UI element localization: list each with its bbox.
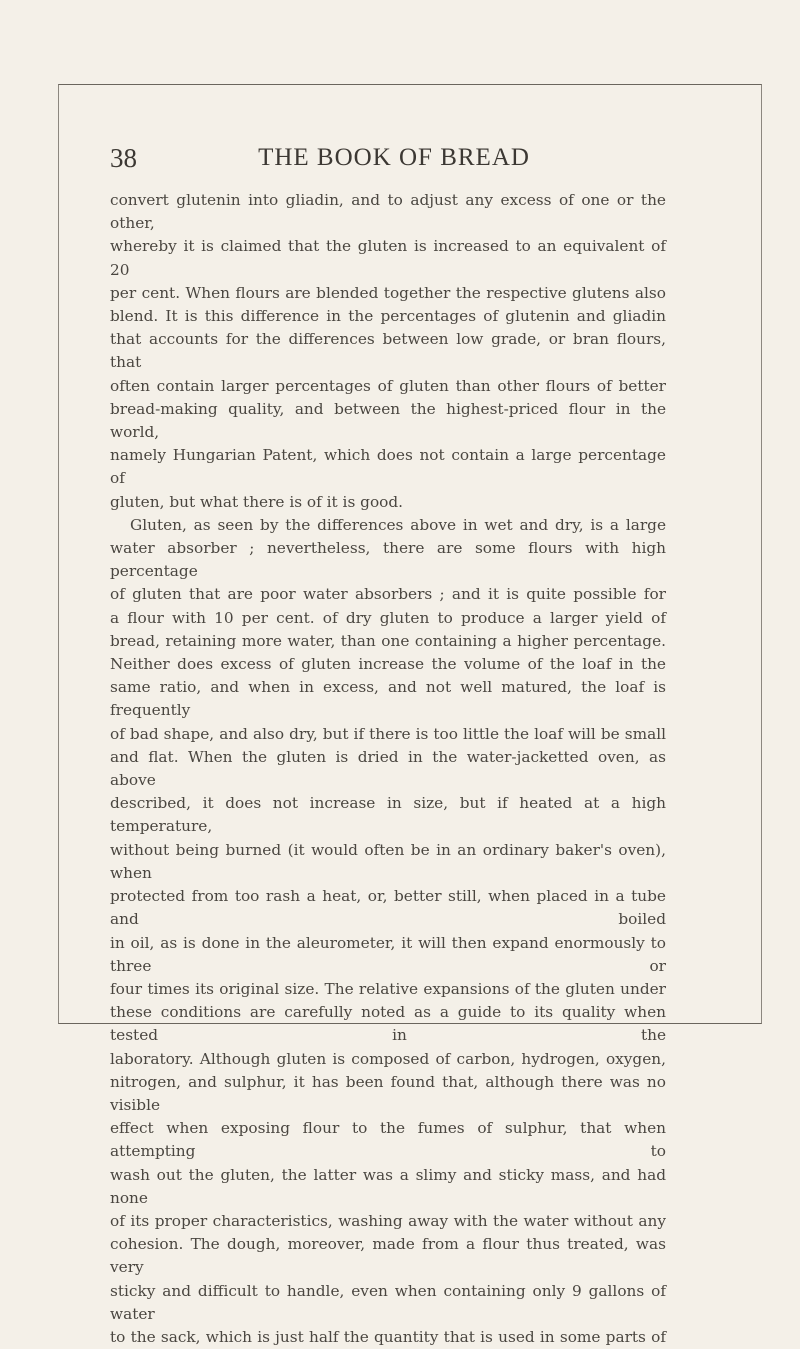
text-line: bread, retaining more water, than one containing a higher percentage. [110, 631, 666, 650]
text-line: namely Hungarian Patent, which does not contain a large percentage of [110, 446, 666, 488]
text-line: protected from too rash a heat, or, better still, when placed in a tube and boiled [110, 887, 666, 929]
text-line: cohesion. The dough, moreover, made from a flour thus treated, was very [110, 1235, 666, 1277]
text-line: a flour with 10 per cent. of dry gluten to produce a larger yield of [110, 608, 666, 627]
text-line: wash out the gluten, the latter was a slimy and sticky mass, and had none [110, 1165, 666, 1207]
text-line: of gluten that are poor water absorbers ; and it is quite possible for [110, 585, 666, 604]
text-line: of its proper characteristics, washing away with the water without any [110, 1211, 666, 1230]
text-line: water absorber ; nevertheless, there are some flours with high percentage [110, 539, 666, 581]
text-line: these conditions are carefully noted as a guide to its quality when tested in the [110, 1003, 666, 1045]
paragraph-1 [110, 189, 666, 514]
page-number: 38 [110, 143, 137, 173]
text-line: without being burned (it would often be in an ordinary baker's oven), when [110, 840, 666, 882]
text-line: Gluten, as seen by the differences above in wet and dry, is a large [130, 515, 666, 534]
text-line: in oil, as is done in the aleurometer, it will then expand enormously to three or [110, 933, 666, 975]
paragraph-2 [110, 514, 666, 1349]
page-header [110, 142, 670, 178]
text-line: sticky and difficult to handle, even when containing only 9 gallons of water [110, 1281, 666, 1323]
text-line: effect when exposing flour to the fumes of sulphur, that when attempting to [110, 1119, 666, 1161]
text-line: blend. It is this difference in the percentages of glutenin and gliadin [110, 307, 666, 326]
text-line: described, it does not increase in size, but if heated at a high temperature, [110, 794, 666, 836]
running-title: THE BOOK OF BREAD [258, 144, 530, 171]
text-line: of bad shape, and also dry, but if there is too little the loaf will be small [110, 724, 666, 743]
text-line: same ratio, and when in excess, and not well matured, the loaf is frequently [110, 678, 666, 720]
text-line: and flat. When the gluten is dried in the water-jacketted oven, as above [110, 747, 666, 790]
body-text [110, 189, 666, 1349]
text-line: bread-making quality, and between the highest-priced flour in the world, [110, 399, 666, 442]
text-line: convert glutenin into gliadin, and to adjust any excess of one or the other, [110, 191, 666, 233]
text-line: often contain larger percentages of gluten than other flours of better [110, 376, 666, 395]
text-line: laboratory. Although gluten is composed of carbon, hydrogen, oxygen, [110, 1049, 666, 1068]
text-line: four times its original size. The relative expansions of the gluten under [110, 979, 666, 998]
text-line: gluten, but what there is of it is good. [110, 492, 404, 511]
text-line: whereby it is claimed that the gluten is increased to an equivalent of 20 [110, 237, 666, 279]
text-line: nitrogen, and sulphur, it has been found that, although there was no visible [110, 1072, 666, 1114]
text-line: per cent. When flours are blended together the respective glutens also [110, 283, 666, 302]
text-line: that accounts for the differences between low grade, or bran flours, that [110, 330, 666, 372]
text-line: to the sack, which is just half the quantity that is used in some parts of [110, 1327, 666, 1346]
text-line: Neither does excess of gluten increase the volume of the loaf in the [110, 655, 666, 674]
